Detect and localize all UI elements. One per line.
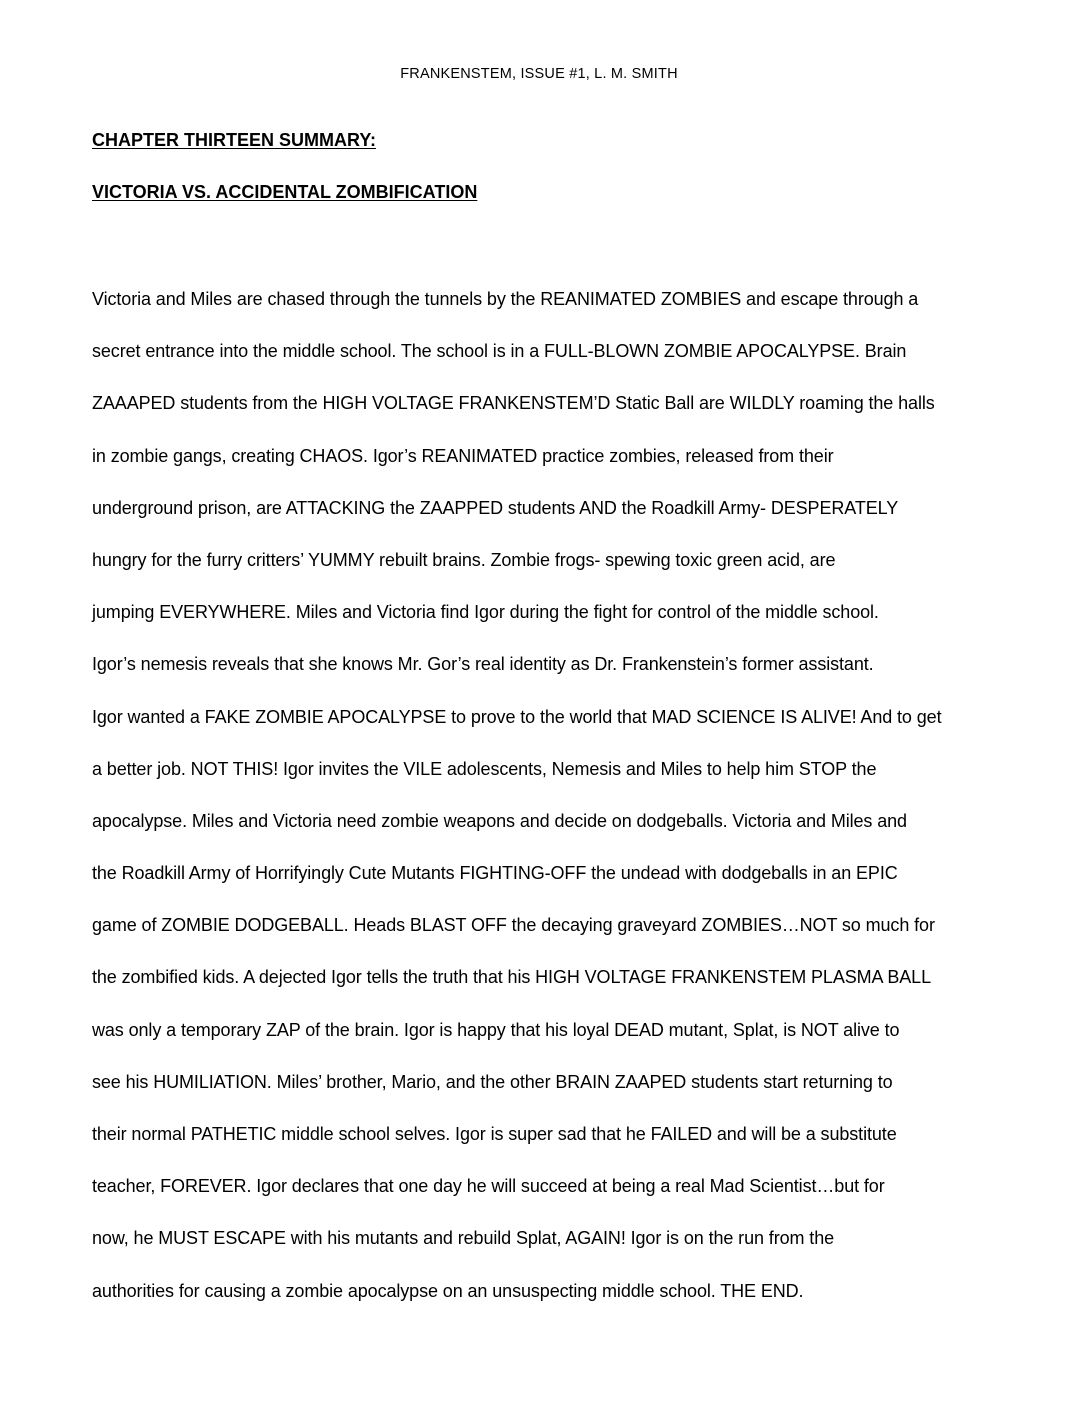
paragraph-line: in zombie gangs, creating CHAOS. Igor’s REANIMATED practice zombies, released from their	[92, 445, 834, 466]
paragraph-line: underground prison, are ATTACKING the ZAAPPED students AND the Roadkill Army- DESPERATELY	[92, 497, 899, 518]
paragraph-line: see his HUMILIATION. Miles’ brother, Mario, and the other BRAIN ZAAPED students start returning to	[92, 1071, 893, 1092]
running-header: FRANKENSTEM, ISSUE #1, L. M. SMITH	[400, 66, 678, 82]
chapter-title: CHAPTER THIRTEEN SUMMARY:	[92, 130, 376, 150]
summary-paragraph	[92, 284, 992, 1328]
paragraph-line: was only a temporary ZAP of the brain. Igor is happy that his loyal DEAD mutant, Splat, is NOT alive to	[92, 1019, 900, 1040]
paragraph-line: secret entrance into the middle school. The school is in a FULL-BLOWN ZOMBIE APOCALYPSE. Brain	[92, 341, 907, 362]
chapter-subtitle: VICTORIA VS. ACCIDENTAL ZOMBIFICATION	[92, 182, 478, 202]
paragraph-line: jumping EVERYWHERE. Miles and Victoria find Igor during the fight for control of the middle school.	[92, 602, 879, 623]
paragraph-line: game of ZOMBIE DODGEBALL. Heads BLAST OFF the decaying graveyard ZOMBIES…NOT so much for	[92, 915, 935, 936]
paragraph-line: ZAAAPED students from the HIGH VOLTAGE FRANKENSTEM’D Static Ball are WILDLY roaming the halls	[92, 393, 935, 414]
paragraph-line: Igor wanted a FAKE ZOMBIE APOCALYPSE to prove to the world that MAD SCIENCE IS ALIVE! And to get	[92, 706, 942, 727]
paragraph-line: the zombified kids. A dejected Igor tells the truth that his HIGH VOLTAGE FRANKENSTEM PLASMA BALL	[92, 967, 931, 988]
paragraph-line: teacher, FOREVER. Igor declares that one day he will succeed at being a real Mad Scientist…but for	[92, 1176, 885, 1197]
paragraph-line: apocalypse. Miles and Victoria need zombie weapons and decide on dodgeballs. Victoria and Miles and	[92, 810, 907, 831]
paragraph-line: authorities for causing a zombie apocalypse on an unsuspecting middle school. THE END.	[92, 1280, 804, 1301]
paragraph-line: hungry for the furry critters’ YUMMY rebuilt brains. Zombie frogs- spewing toxic green acid, are	[92, 549, 836, 570]
paragraph-line: now, he MUST ESCAPE with his mutants and rebuild Splat, AGAIN! Igor is on the run from the	[92, 1228, 835, 1249]
paragraph-line: Igor’s nemesis reveals that she knows Mr. Gor’s real identity as Dr. Frankenstein’s former assistant.	[92, 654, 874, 675]
paragraph-line: Victoria and Miles are chased through the tunnels by the REANIMATED ZOMBIES and escape through a	[92, 289, 919, 309]
paragraph-line: a better job. NOT THIS! Igor invites the VILE adolescents, Nemesis and Miles to help him STOP the	[92, 758, 877, 779]
paragraph-line: their normal PATHETIC middle school selves. Igor is super sad that he FAILED and will be a substitute	[92, 1124, 897, 1144]
paragraph-line: the Roadkill Army of Horrifyingly Cute Mutants FIGHTING-OFF the undead with dodgeballs in an EPIC	[92, 863, 898, 884]
